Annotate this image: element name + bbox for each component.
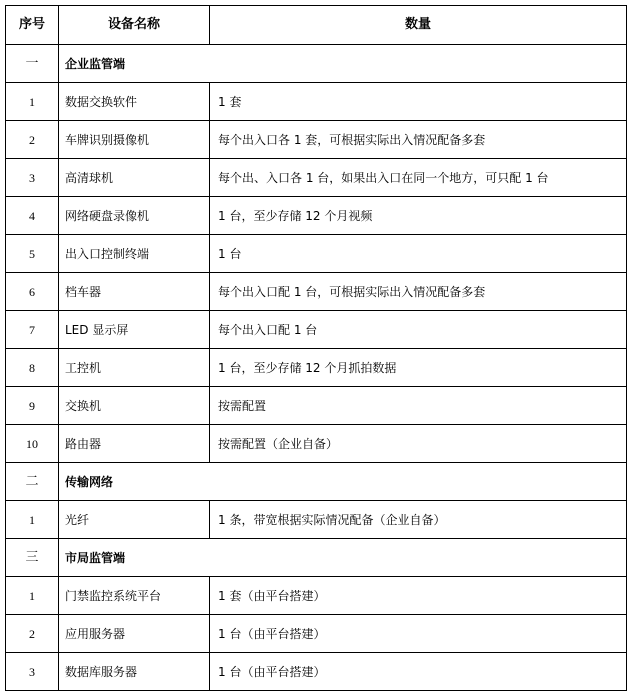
row-index: 7: [6, 311, 59, 349]
equipment-quantity: 按需配置（企业自备）: [210, 425, 627, 463]
table-row: [6, 83, 627, 121]
equipment-quantity: 1 台，至少存储 12 个月视频: [210, 197, 627, 235]
equipment-name: 数据交换软件: [59, 83, 210, 121]
row-index: 8: [6, 349, 59, 387]
row-index: 6: [6, 273, 59, 311]
equipment-name: 路由器: [59, 425, 210, 463]
row-index: 4: [6, 197, 59, 235]
row-index: 10: [6, 425, 59, 463]
equipment-quantity: 每个出入口配 1 台: [210, 311, 627, 349]
row-index: 2: [6, 121, 59, 159]
table-row: [6, 159, 627, 197]
equipment-table-body: [6, 6, 627, 691]
equipment-quantity: 按需配置: [210, 387, 627, 425]
section-index: 一: [6, 45, 59, 83]
equipment-name: 网络硬盘录像机: [59, 197, 210, 235]
equipment-name: 工控机: [59, 349, 210, 387]
table-row: [6, 653, 627, 691]
row-index: 5: [6, 235, 59, 273]
header-quantity: 数量: [210, 6, 627, 45]
section-row: [6, 539, 627, 577]
equipment-name: 应用服务器: [59, 615, 210, 653]
equipment-name: 光纤: [59, 501, 210, 539]
row-index: 9: [6, 387, 59, 425]
equipment-quantity: 1 套（由平台搭建）: [210, 577, 627, 615]
equipment-name: 出入口控制终端: [59, 235, 210, 273]
section-title: 传输网络: [59, 463, 627, 501]
equipment-quantity: 1 台（由平台搭建）: [210, 615, 627, 653]
equipment-quantity: 每个出入口配 1 台，可根据实际出入情况配备多套: [210, 273, 627, 311]
row-index: 2: [6, 615, 59, 653]
section-index: 三: [6, 539, 59, 577]
section-row: [6, 463, 627, 501]
equipment-quantity: 每个出、入口各 1 台，如果出入口在同一个地方，可只配 1 台: [210, 159, 627, 197]
equipment-name: 档车器: [59, 273, 210, 311]
row-index: 1: [6, 577, 59, 615]
table-row: [6, 615, 627, 653]
table-row: [6, 349, 627, 387]
equipment-name: 交换机: [59, 387, 210, 425]
equipment-name: 高清球机: [59, 159, 210, 197]
section-row: [6, 45, 627, 83]
table-row: [6, 273, 627, 311]
table-row: [6, 311, 627, 349]
section-index: 二: [6, 463, 59, 501]
row-index: 1: [6, 83, 59, 121]
equipment-name: 门禁监控系统平台: [59, 577, 210, 615]
equipment-quantity: 1 套: [210, 83, 627, 121]
equipment-quantity: 1 台: [210, 235, 627, 273]
equipment-quantity: 1 台（由平台搭建）: [210, 653, 627, 691]
table-row: [6, 577, 627, 615]
table-row: [6, 121, 627, 159]
equipment-table: [5, 5, 627, 691]
table-row: [6, 387, 627, 425]
section-title: 企业监管端: [59, 45, 627, 83]
row-index: 1: [6, 501, 59, 539]
equipment-quantity: 1 条，带宽根据实际情况配备（企业自备）: [210, 501, 627, 539]
row-index: 3: [6, 159, 59, 197]
equipment-quantity: 每个出入口各 1 套，可根据实际出入情况配备多套: [210, 121, 627, 159]
table-header-row: [6, 6, 627, 45]
equipment-name: LED 显示屏: [59, 311, 210, 349]
table-row: [6, 425, 627, 463]
table-row: [6, 501, 627, 539]
equipment-quantity: 1 台，至少存储 12 个月抓拍数据: [210, 349, 627, 387]
equipment-name: 车牌识别摄像机: [59, 121, 210, 159]
header-index: 序号: [6, 6, 59, 45]
table-row: [6, 235, 627, 273]
header-name: 设备名称: [59, 6, 210, 45]
row-index: 3: [6, 653, 59, 691]
section-title: 市局监管端: [59, 539, 627, 577]
table-row: [6, 197, 627, 235]
equipment-name: 数据库服务器: [59, 653, 210, 691]
